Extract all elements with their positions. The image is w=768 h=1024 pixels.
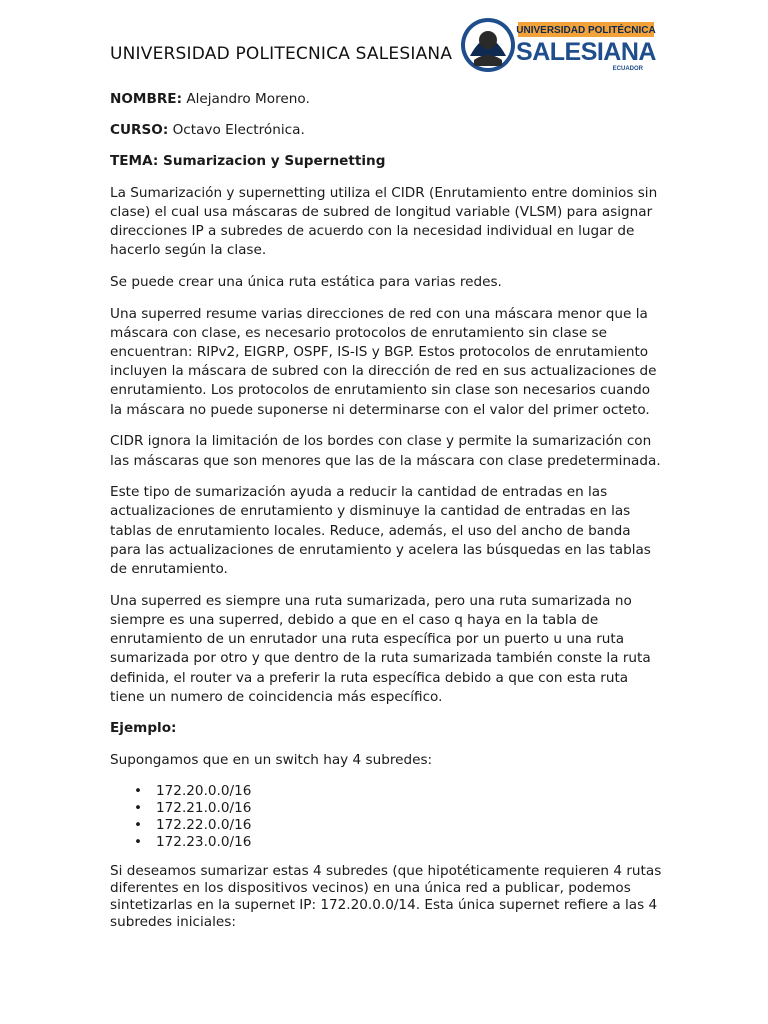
tema-heading: TEMA: Sumarizacion y Supernetting [110, 153, 386, 170]
paragraph-2: Se puede crear una única ruta estática para varias redes. [110, 273, 502, 290]
nombre-field [110, 90, 662, 109]
paragraph-3: Una superred resume varias direcciones de red con una máscara menor que la máscara con clase, es necesario protocolos de enrutamiento sin clase se encuentran: RIPv2, EIGRP, OSPF, IS-IS y BGP. Estos protocolos de enrutamiento incluyen la máscara de subred con la dirección de red en sus actualizaciones de enrutamiento. Los protocolos de enrutamiento sin clase son necesarios cuando la máscara no puede suponerse ni determinarse con el valor del primer octeto. [110, 305, 657, 418]
paragraph-1: La Sumarización y supernetting utiliza el CIDR (Enrutamiento entre dominios sin clase) el cual usa máscaras de subred de longitud variable (VLSM) para asignar direcciones IP a subredes de acuerdo con la necesidad individual en lugar de hacerlo según la clase. [110, 184, 658, 259]
paragraph-4: CIDR ignora la limitación de los bordes con clase y permite la sumarización con las máscaras que son menores que las de la máscara con clase predeterminada. [110, 433, 661, 469]
paragraph-7: Supongamos que en un switch hay 4 subredes: [110, 752, 433, 769]
ejemplo-heading: Ejemplo: [110, 720, 177, 737]
logo-line2: SALESIANA [516, 38, 656, 66]
nombre-label: NOMBRE: [110, 91, 183, 107]
university-logo [460, 16, 656, 74]
curso-value: Octavo Electrónica. [168, 122, 305, 139]
document-header-title: UNIVERSIDAD POLITECNICA SALESIANA [110, 44, 453, 64]
subnet-list [110, 783, 662, 851]
subnet-list-item: • 172.20.0.0/16 [156, 783, 662, 800]
document-body [110, 90, 662, 943]
paragraph-5: Este tipo de sumarización ayuda a reducir la cantidad de entradas en las actualizaciones de enrutamiento y disminuye la cantidad de entradas en las tablas de enrutamiento locales. Reduce, además, el uso del ancho de banda para las actualizaciones de enrutamiento y acelera las búsquedas en las tablas de enrutamiento. [110, 484, 651, 578]
logo-line1: UNIVERSIDAD POLITÉCNICA [516, 25, 656, 36]
logo-line3: ECUADOR [612, 66, 643, 72]
paragraph-8: Si deseamos sumarizar estas 4 subredes (que hipotéticamente requieren 4 rutas diferentes en los dispositivos vecinos) en una única red a publicar, podemos sintetizarlas en la supernet IP: 172.20.0.0/14. Esta única supernet refiere a las 4 subredes iniciales: [110, 862, 662, 930]
curso-field [110, 121, 662, 140]
curso-label: CURSO: [110, 122, 169, 139]
nombre-value: Alejandro Moreno. [182, 91, 310, 107]
subnet-list-item: • 172.22.0.0/16 [156, 817, 662, 834]
subnet-list-item: • 172.21.0.0/16 [156, 800, 662, 817]
paragraph-6: Una superred es siempre una ruta sumarizada, pero una ruta sumarizada no siempre es una superred, debido a que en el caso q haya en la tabla de enrutamiento de un enrutador una ruta específica por un puerto u una ruta sumarizada por otro y que dentro de la ruta sumarizada también conste la ruta definida, el router va a preferir la ruta específica debido a que con esta ruta tiene un numero de coincidencia más específico. [110, 592, 651, 705]
subnet-list-item: • 172.23.0.0/16 [156, 834, 662, 851]
